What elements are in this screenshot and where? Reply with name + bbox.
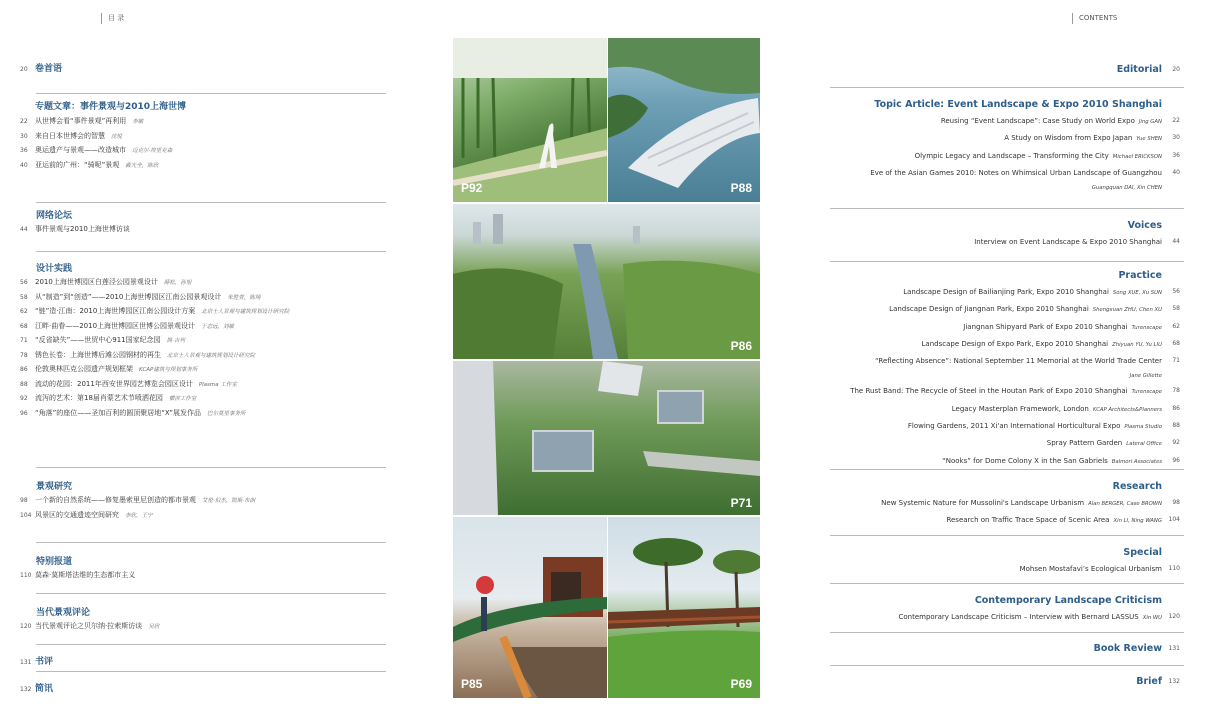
section-title[interactable]: Editorial 20: [1116, 64, 1180, 75]
photo-rust-band: [453, 517, 607, 698]
toc-section: [830, 470, 1184, 536]
section-title[interactable]: 20 卷首语: [20, 64, 63, 74]
list-item[interactable]: New Systemic Nature for Mussolini's Landscape Urbanism Alan BERGER, Case BROWN 98: [881, 499, 1180, 507]
toc-section: [830, 209, 1184, 262]
section-title[interactable]: Research: [1112, 481, 1162, 492]
list-item[interactable]: 68 江畔·曲眷——2010上海世博园区世博公园景观设计 于志远，刘敏: [20, 321, 235, 330]
list-item[interactable]: Contemporary Landscape Criticism – Interview with Bernard LASSUS Xin WU 120: [898, 613, 1180, 621]
photo-expo-aerial: [608, 38, 760, 202]
photo-trees: [608, 517, 760, 698]
section-title[interactable]: 景观研究: [36, 482, 73, 492]
toc-section: [830, 262, 1184, 470]
photo-label: P88: [730, 181, 752, 195]
photo-memorial: [453, 361, 760, 515]
list-item[interactable]: Jiangnan Shipyard Park of Expo 2010 Shanghai Turenscape 62: [963, 322, 1180, 331]
photo-garden-art: [453, 38, 607, 202]
list-item[interactable]: 88 流动的花园：2011年西安世界园艺博览会园区设计 Plasma 工作室: [20, 379, 237, 388]
section-title[interactable]: Voices: [1127, 220, 1162, 231]
list-item[interactable]: Landscape Design of Expo Park, Expo 2010 Shanghai Zhiyuan YU, Yu LIU 68: [921, 339, 1180, 348]
list-item[interactable]: Landscape Design of Bailianjing Park, Expo 2010 Shanghai Song XUE, Xu SUN 56: [903, 288, 1180, 296]
section-title[interactable]: Special: [1123, 547, 1162, 558]
list-item[interactable]: Spray Pattern Garden Lateral Office 92: [1046, 439, 1180, 448]
list-item[interactable]: Olympic Legacy and Landscape – Transforming the City Michael ERICKSON 36: [914, 151, 1180, 160]
list-item[interactable]: 56 2010上海世博园区白莲泾公园景观设计 薛松，孙旭: [20, 278, 192, 286]
toc-section: [830, 633, 1184, 666]
section-title[interactable]: 当代景观评论: [36, 608, 91, 618]
photo-expo-aerial-art: [608, 38, 760, 202]
photo-park-aerial: [453, 204, 760, 359]
list-item[interactable]: 120 当代景观评论之贝尔纳·拉索斯访谈 吴欣: [20, 622, 160, 630]
section-title[interactable]: Topic Article: Event Landscape & Expo 2010 Shanghai: [874, 99, 1162, 110]
list-item[interactable]: “Nooks” for Dome Colony X in the San Gabriels Balmori Associates 96: [942, 456, 1180, 465]
list-item-author: Guangquan DAI, Xin CHEN: [1091, 185, 1162, 192]
list-item[interactable]: Mohsen Mostafavi’s Ecological Urbanism 110: [1019, 565, 1180, 573]
list-item[interactable]: 36 奥运遗产与景观——改造城市 迈克尔·埃里克森: [20, 146, 173, 154]
list-item[interactable]: “Reflecting Absence”: National September 11 Memorial at the World Trade Center 71: [875, 357, 1180, 366]
toc-section: [20, 543, 386, 594]
toc-section: [20, 62, 386, 94]
toc-section: [20, 672, 386, 698]
photo-garden: [453, 38, 607, 202]
section-title[interactable]: 131 书评: [20, 657, 54, 667]
list-item[interactable]: 96 “角落”的座位——圣加百利的圆顶聚居地“X”展发作品 巴尔莫里事务所: [20, 408, 246, 417]
photo-label: P71: [730, 496, 752, 510]
photo-label: P86: [730, 339, 752, 353]
photo-label: P69: [730, 677, 752, 691]
list-item[interactable]: 40 亚运前的广州：“骑呢”景观 戴光全，陈欣: [20, 160, 159, 169]
list-item[interactable]: The Rust Band: The Recycle of Steel in the Houtan Park of Expo 2010 Shanghai Turenscape 78: [850, 387, 1180, 396]
section-title[interactable]: 设计实践: [36, 264, 73, 274]
list-item[interactable]: 110 莫森·莫斯塔法维的生态都市主义: [20, 571, 136, 579]
list-item[interactable]: 30 来自日本世博会的智慧 沈悦: [20, 131, 123, 140]
header-left: 目 录: [101, 13, 124, 24]
list-item[interactable]: Legacy Masterplan Framework, London KCAP Architects&Planners 86: [951, 404, 1180, 413]
section-title[interactable]: 专题文章：事件景观与2010上海世博: [35, 102, 187, 112]
photo-grid: [453, 38, 760, 698]
list-item[interactable]: A Study on Wisdom from Expo Japan Yue SHEN 30: [1004, 134, 1180, 143]
toc-english: [830, 62, 1184, 698]
photo-trees-art: [608, 517, 760, 698]
toc-section: [830, 88, 1184, 209]
toc-section: [830, 584, 1184, 633]
list-item-author: Jane Gillette: [1129, 373, 1162, 380]
section-title[interactable]: Contemporary Landscape Criticism: [974, 595, 1162, 606]
list-item[interactable]: 62 “链”造·江南：2010上海世博园区江南公园设计方案 北京土人景观与建筑规划设计研究院: [20, 307, 290, 315]
list-item[interactable]: 58 从“制造”到“创造”——2010上海世博园区江南公园景观设计 朱胜萱，陈翔: [20, 292, 261, 301]
header-right: CONTENTS: [1072, 13, 1117, 24]
photo-label: P85: [461, 677, 483, 691]
toc-section: [20, 468, 386, 543]
toc-section: [20, 203, 386, 252]
list-item[interactable]: Interview on Event Landscape & Expo 2010 Shanghai 44: [974, 238, 1180, 246]
photo-park-aerial-art: [453, 204, 760, 359]
photo-memorial-art: [453, 361, 760, 515]
list-item[interactable]: Reusing “Event Landscape”: Case Study on World Expo Jing GAN 22: [940, 117, 1180, 125]
section-title[interactable]: Book Review 131: [1093, 643, 1180, 654]
list-item[interactable]: 104 风景区的交通遗迹空间研究 李欣，王宁: [20, 510, 153, 519]
list-item[interactable]: 98 一个新的自然系统——修复墨索里尼创造的都市景观 艾伦·伯杰，凯斯·布朗: [20, 496, 255, 504]
list-item[interactable]: Research on Traffic Trace Space of Scenic Area Xin LI, Ning WANG 104: [946, 516, 1180, 525]
toc-section: [20, 594, 386, 645]
list-item[interactable]: Landscape Design of Jiangnan Park, Expo 2010 Shanghai Shengxuan ZHU, Chen XU 58: [889, 305, 1180, 314]
list-item[interactable]: 78 锈色长卷：上海世博后滩公园钢材的再生 北京土人景观与建筑规划设计研究院: [20, 350, 256, 359]
list-item[interactable]: 22 从世博会看“事件景观”再利用 李敏: [20, 117, 144, 125]
photo-label: P92: [461, 181, 483, 195]
photo-rust-band-art: [453, 517, 607, 698]
list-item[interactable]: Flowing Gardens, 2011 Xi'an International Horticultural Expo Plasma Studio 88: [907, 422, 1180, 431]
list-item[interactable]: 44 事件景观与2010上海世博访谈: [20, 225, 130, 233]
section-title[interactable]: Brief 132: [1136, 676, 1180, 687]
section-title[interactable]: 132 简讯: [20, 684, 54, 694]
list-item[interactable]: Eve of the Asian Games 2010: Notes on Whimsical Urban Landscape of Guangzhou 40: [870, 168, 1180, 177]
list-item[interactable]: 71 “反省缺失”——世贸中心911国家纪念园 简·吉列: [20, 336, 185, 344]
toc-section: [830, 62, 1184, 88]
toc-section: [830, 666, 1184, 698]
section-title[interactable]: Practice: [1118, 270, 1162, 281]
toc-section: [20, 645, 386, 672]
list-item[interactable]: 92 流泻的艺术：第18届肖蒙艺术节喷洒花园 横滨工作室: [20, 394, 197, 402]
toc-section: [20, 252, 386, 468]
toc-chinese: [20, 62, 386, 698]
toc-section: [20, 94, 386, 203]
section-title[interactable]: 网络论坛: [36, 211, 73, 221]
toc-section: [830, 536, 1184, 584]
list-item[interactable]: 86 伦敦奥林匹克公园遗产规划框架 KCAP建筑与规划事务所: [20, 365, 198, 373]
section-title[interactable]: 特别报道: [36, 557, 73, 567]
